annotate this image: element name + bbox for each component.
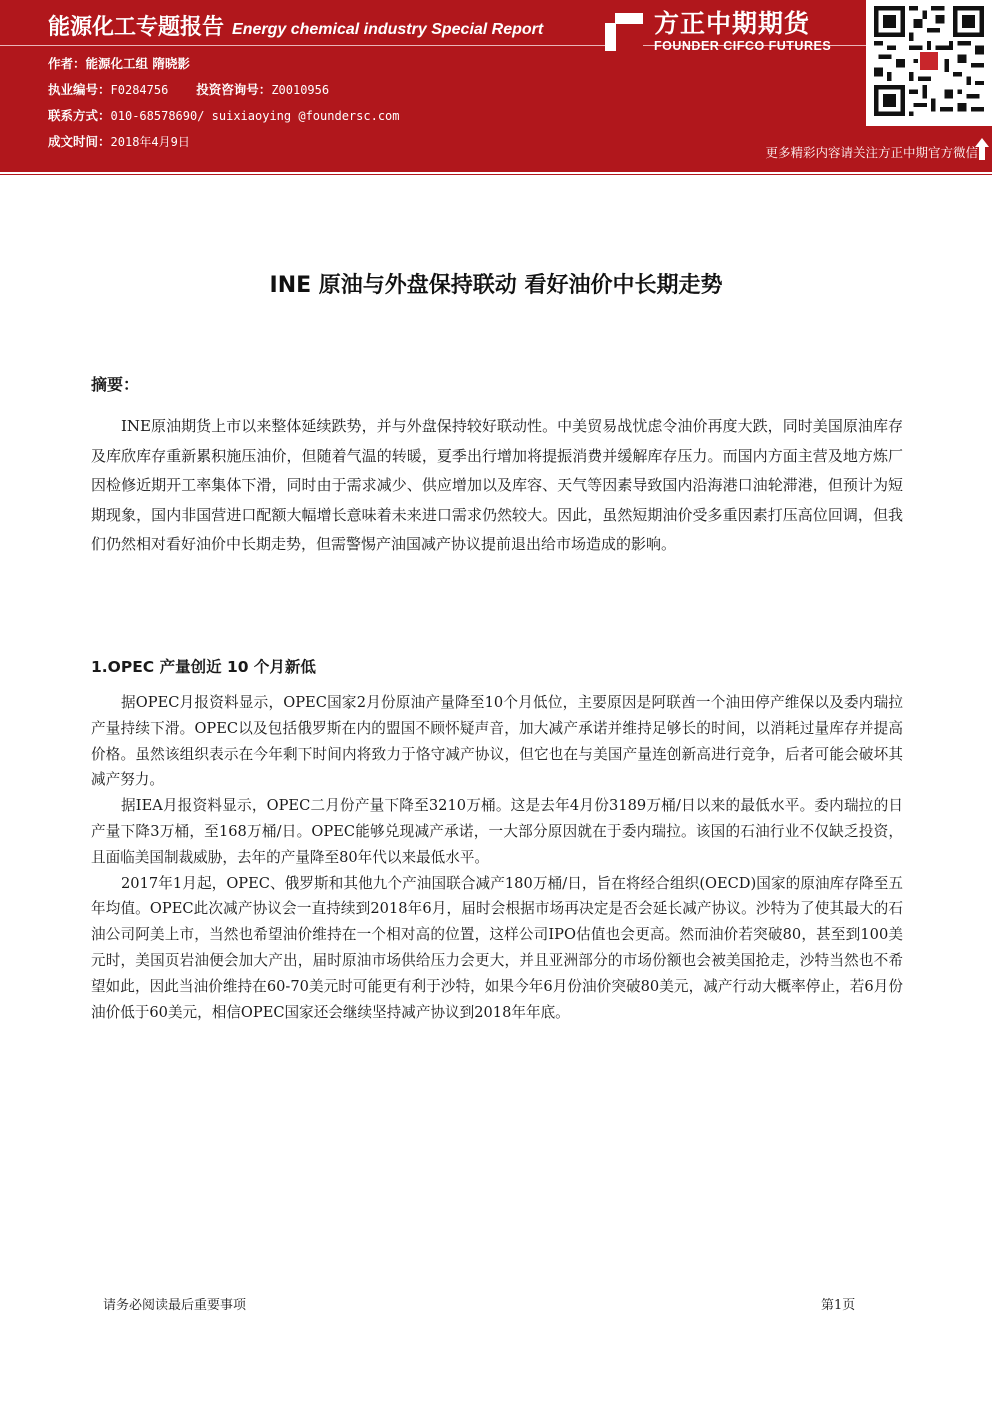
report-type-title-en: Energy chemical industry Special Report	[232, 21, 544, 38]
contact-value: 010-68578690/ suixiaoying @foundersc.com	[110, 109, 400, 123]
advisory-label: 投资咨询号：	[196, 82, 272, 97]
author-value: 能源化工组 隋晓影	[85, 56, 190, 71]
logo-text-en: FOUNDER CIFCO FUTURES	[654, 39, 832, 53]
date-label: 成文时间：	[48, 134, 111, 149]
company-logo	[602, 4, 831, 60]
header-rule	[0, 168, 992, 172]
qr-code-icon	[874, 6, 984, 116]
summary-paragraph: INE原油期货上市以来整体延续跌势，并与外盘保持较好联动性。中美贸易战忧虑令油价再度大跌，同时美国原油库存及库欣库存重新累积施压油价，但随着气温的转暖，夏季出行增加将提振消费并缓解库存压力。而国内方面主营及地方炼厂因检修近期开工率集体下滑，同时由于需求减少、供应增加以及库容、天气等因素导致国内沿海港口油轮滞港，但预计为短期现象，国内非国营进口配额大幅增长意味着未来进口需求仍然较大。因此，虽然短期油价受多重因素打压高位回调，但我们仍然相对看好油价中长期走势，但需警惕产油国减产协议提前退出给市场造成的影响。	[91, 417, 903, 553]
author-line	[48, 54, 190, 72]
founder-logo-icon	[602, 10, 646, 54]
up-arrow-icon	[974, 137, 990, 161]
body-paragraph: 2017年1月起，OPEC、俄罗斯和其他九个产油国联合减产180万桶/日，旨在将经合组织(OECD)国家的原油库存降至五年均值。OPEC此次减产协议会一直持续到2018年6月，届时会根据市场再决定是否会延长减产协议。沙特为了使其最大的石油公司阿美上市，当然也希望油价维持在一个相对高的位置，这样公司IPO估值也会更高。然而油价若突破80，甚至到100美元时，美国页岩油便会加大产出，届时原油市场供给压力会更大，并且亚洲部分的市场份额也会被美国抢走，沙特当然也不希望如此，因此当油价维持在60-70美元时可能更有利于沙特，如果今年6月份油价突破80美元，减产行动大概率停止，若6月份油价低于60美元，相信OPEC国家还会继续坚持减产协议到2018年年底。	[91, 874, 903, 1021]
document-title: INE 原油与外盘保持联动 看好油价中长期走势	[269, 273, 723, 298]
footer-notice: 请务必阅读最后重要事项	[103, 1298, 247, 1313]
report-title-line	[48, 10, 543, 44]
advisory-value: Z0010956	[271, 83, 330, 97]
wechat-follow-note: 更多精彩内容请关注方正中期官方微信	[765, 145, 978, 160]
summary-section	[91, 412, 903, 560]
author-label: 作者：	[48, 56, 86, 71]
report-header	[0, 0, 992, 168]
logo-text-cn: 方正中期期货	[654, 9, 811, 38]
body-paragraph: 据IEA月报资料显示，OPEC二月份产量下降至3210万桶。这是去年4月份3189万桶/日以来的最低水平。委内瑞拉的日产量下降3万桶，至168万桶/日。OPEC能够兑现减产承诺，一大部分原因就在于委内瑞拉。该国的石油行业不仅缺乏投资，且面临美国制裁威胁，去年的产量降至80年代以来最低水平。	[91, 797, 903, 866]
license-label: 执业编号：	[48, 82, 111, 97]
section-body	[91, 690, 903, 1025]
summary-heading: 摘要：	[91, 375, 140, 394]
contact-label: 联系方式：	[48, 108, 111, 123]
qr-code	[866, 0, 992, 126]
license-line	[48, 80, 329, 98]
page-number: 第1页	[821, 1298, 856, 1313]
body-paragraph: 据OPEC月报资料显示，OPEC国家2月份原油产量降至10个月低位，主要原因是阿联酋一个油田停产维保以及委内瑞拉产量持续下滑。OPEC以及包括俄罗斯在内的盟国不顾怀疑声音，加大减产承诺并维持足够长的时间，以消耗过量库存并提高价格。虽然该组织表示在今年剩下时间内将致力于恪守减产协议，但它也在与美国产量连创新高进行竞争，后者可能会破坏其减产努力。	[91, 694, 903, 789]
date-value: 2018年4月9日	[110, 135, 190, 149]
header-rule-thin	[0, 174, 992, 175]
license-value: F0284756	[110, 83, 169, 97]
date-line	[48, 132, 190, 150]
report-type-title-cn: 能源化工专题报告	[48, 15, 225, 40]
contact-line	[48, 106, 400, 124]
section-heading: 1.OPEC 产量创近 10 个月新低	[91, 658, 316, 676]
